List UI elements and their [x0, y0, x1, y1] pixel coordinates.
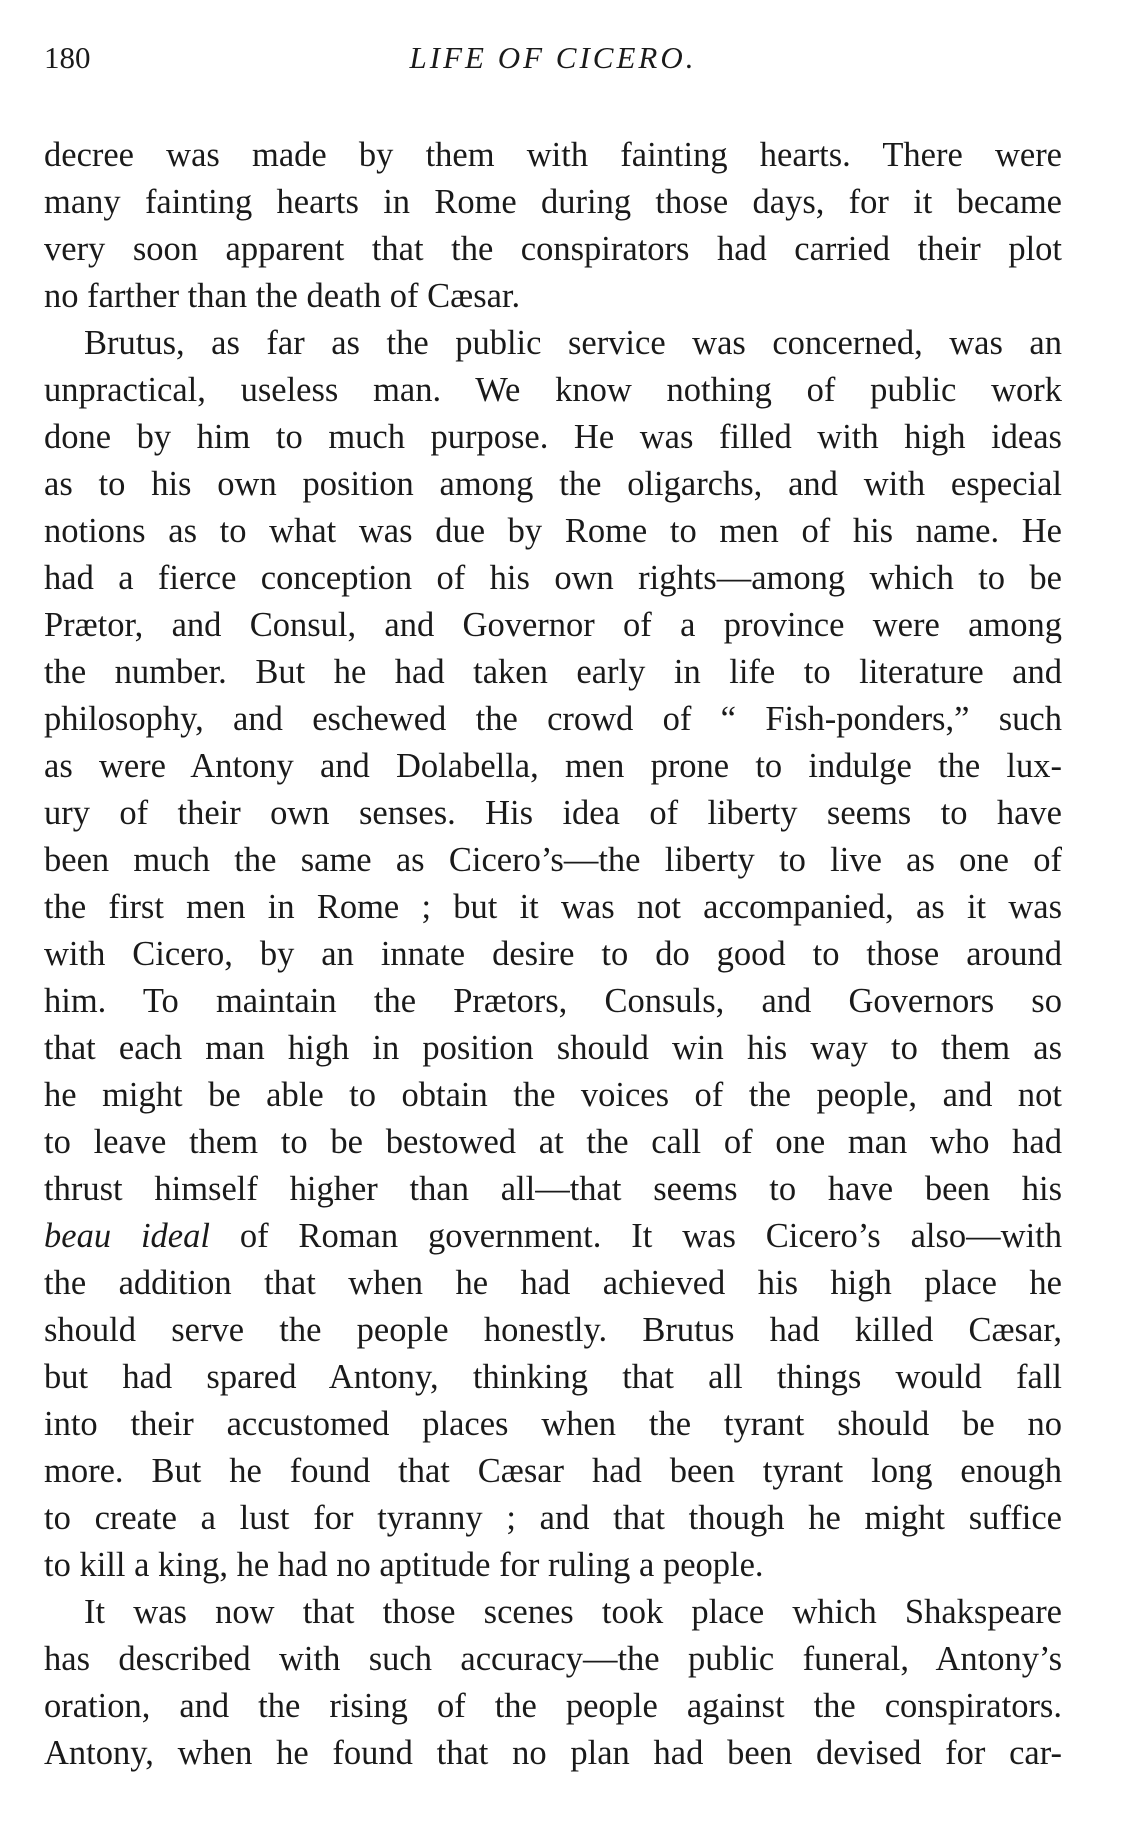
text-line: as to his own position among the oligarchs, and with especial	[44, 465, 1062, 503]
text-line: Antony, when he found that no plan had been devised for car-	[44, 1734, 1062, 1772]
text-line: should serve the people honestly. Brutus had killed Cæsar,	[44, 1311, 1062, 1349]
paragraph-1	[44, 132, 1062, 320]
text-line: done by him to much purpose. He was filled with high ideas	[44, 418, 1062, 456]
text-line: to create a lust for tyranny ; and that though he might suffice	[44, 1499, 1062, 1537]
book-page	[44, 38, 1062, 1777]
text-line: decree was made by them with fainting hearts. There were	[44, 136, 1062, 174]
text-line: notions as to what was due by Rome to men of his name. He	[44, 512, 1062, 550]
text-line: oration, and the rising of the people against the conspirators.	[44, 1687, 1062, 1725]
text-line: Prætor, and Consul, and Governor of a province were among	[44, 606, 1062, 644]
text-line: philosophy, and eschewed the crowd of “ Fish-ponders,” such	[44, 700, 1062, 738]
text-line: unpractical, useless man. We know nothing of public work	[44, 371, 1062, 409]
text-line: the addition that when he had achieved his high place he	[44, 1264, 1062, 1302]
text-line: to kill a king, he had no aptitude for ruling a people.	[44, 1546, 764, 1584]
text-line: him. To maintain the Prætors, Consuls, and Governors so	[44, 982, 1062, 1020]
text-line: but had spared Antony, thinking that all things would fall	[44, 1358, 1062, 1396]
page-number: 180	[44, 40, 91, 75]
text-line: the first men in Rome ; but it was not accompanied, as it was	[44, 888, 1062, 926]
text-line: ury of their own senses. His idea of liberty seems to have	[44, 794, 1062, 832]
text-line: with Cicero, by an innate desire to do good to those around	[44, 935, 1062, 973]
page-header	[44, 38, 1062, 78]
text-line: to leave them to be bestowed at the call of one man who had	[44, 1123, 1062, 1161]
text-line: many fainting hearts in Rome during those days, for it became	[44, 183, 1062, 221]
text-line: that each man high in position should win his way to them as	[44, 1029, 1062, 1067]
text-line: thrust himself higher than all—that seems to have been his	[44, 1170, 1062, 1208]
text-line: the number. But he had taken early in life to literature and	[44, 653, 1062, 691]
text-line	[44, 1213, 1062, 1260]
text-line: more. But he found that Cæsar had been tyrant long enough	[44, 1452, 1062, 1490]
text-line: into their accustomed places when the tyrant should be no	[44, 1405, 1062, 1443]
text-line: been much the same as Cicero’s—the liberty to live as one of	[44, 841, 1062, 879]
text-line: It was now that those scenes took place which Shakspeare	[84, 1593, 1062, 1631]
body-text	[44, 132, 1062, 1777]
text-line: he might be able to obtain the voices of the people, and not	[44, 1076, 1062, 1114]
text-line: has described with such accuracy—the public funeral, Antony’s	[44, 1640, 1062, 1678]
italic-phrase: beau ideal	[44, 1217, 210, 1255]
text-line: as were Antony and Dolabella, men prone to indulge the lux-	[44, 747, 1062, 785]
running-head: LIFE OF CICERO.	[409, 40, 697, 75]
text-line: Brutus, as far as the public service was concerned, was an	[84, 324, 1062, 362]
text-line-rest: of Roman government. It was Cicero’s also—with	[209, 1217, 1063, 1255]
paragraph-3	[44, 1589, 1062, 1777]
text-line: no farther than the death of Cæsar.	[44, 277, 521, 315]
paragraph-2	[44, 320, 1062, 1589]
text-line: very soon apparent that the conspirators had carried their plot	[44, 230, 1062, 268]
text-line: had a fierce conception of his own rights—among which to be	[44, 559, 1062, 597]
